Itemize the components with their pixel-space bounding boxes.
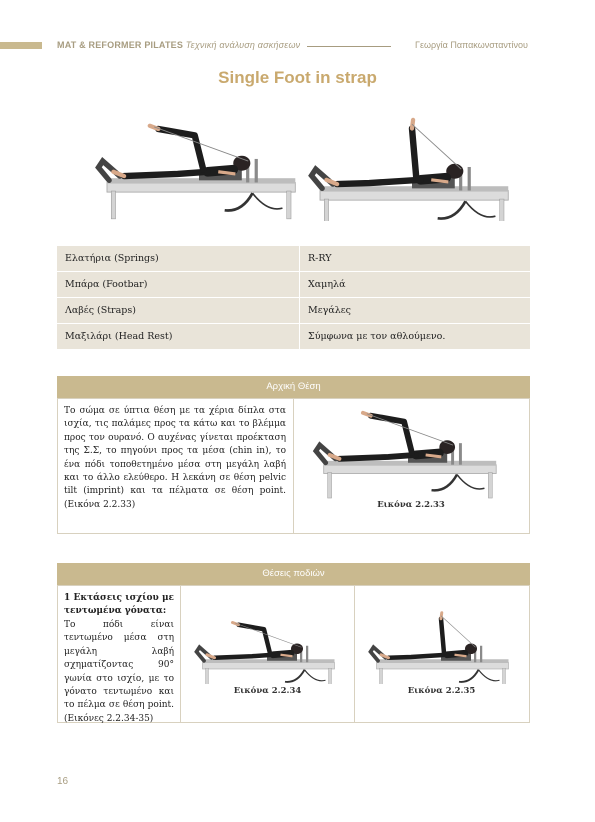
foot-positions-heading: Θέσεις ποδιών (57, 563, 530, 585)
foot-position-item-title: 1 Εκτάσεις ισχίου με τεντωμένα γόνατα: (64, 593, 174, 617)
book-subtitle: Τεχνική ανάλυση ασκήσεων (185, 40, 301, 50)
page-title: Single Foot in strap (218, 68, 377, 87)
spec-value: Μεγάλες (300, 298, 531, 324)
spec-value: Χαμηλά (300, 272, 531, 298)
figure-caption: Εικόνα 2.2.33 (377, 500, 445, 510)
table-row (57, 324, 530, 350)
exercise-photo-2-2-35 (366, 597, 516, 684)
column-divider (293, 398, 294, 533)
page-number: 16 (57, 776, 69, 787)
exercise-photo-bent-leg (92, 114, 306, 221)
figure-caption: Εικόνα 2.2.35 (407, 686, 476, 696)
spec-label: Μπάρα (Footbar) (57, 272, 300, 298)
exercise-photo-straight-leg (305, 98, 519, 221)
column-divider (180, 585, 181, 722)
spec-value: Σύμφωνα με τον αθλούμενο. (300, 324, 531, 350)
table-row (57, 272, 530, 298)
author-name: Γεωργία Παπακωνσταντίνου (415, 40, 528, 50)
running-header-left (57, 40, 300, 50)
exercise-photo-start-position (310, 402, 506, 500)
header-accent-bar (0, 42, 42, 49)
column-divider (354, 585, 355, 722)
equipment-specs-table (57, 246, 530, 350)
start-position-text: Το σώμα σε ύπτια θέση με τα χέρια δίπλα στα ισχία, τις παλάμες προς τα κάτω και το βλέμμα προς τον ουρανό. Ο αυχένας γίνεται προέκταση της Σ.Σ, το πηγούνι προς τα μέσα (chin in), το ένα πόδι τοποθετημένο μέσα στη μεγάλη λαβή και το άλλο ελεύθερο. Η λεκάνη σε θέση pelvic tilt (imprint) και τα πέλματα σε θέση point. (Εικόνα 2.2.33) (64, 406, 286, 510)
figure-caption: Εικόνα 2.2.34 (233, 686, 302, 696)
spec-label: Μαξιλάρι (Head Rest) (57, 324, 300, 350)
exercise-photo-2-2-34 (192, 597, 342, 684)
spec-label: Λαβές (Straps) (57, 298, 300, 324)
start-position-heading: Αρχική Θέση (57, 376, 530, 398)
spec-label: Ελατήρια (Springs) (57, 246, 300, 272)
table-row (57, 298, 530, 324)
spec-value: R-RY (300, 246, 531, 272)
book-title: MAT & REFORMER PILATES (57, 40, 184, 50)
header-divider (307, 46, 391, 47)
table-row (57, 246, 530, 272)
foot-position-item-text: Το πόδι είναι τεντωμένο μέσα στη μεγάλη λαβή σχηματίζοντας 90° γωνία στο ισχίο, με το γόνατο τεντωμένο και το πέλμα σε θέση point. (Εικόνες 2.2.34-35) (64, 620, 174, 724)
